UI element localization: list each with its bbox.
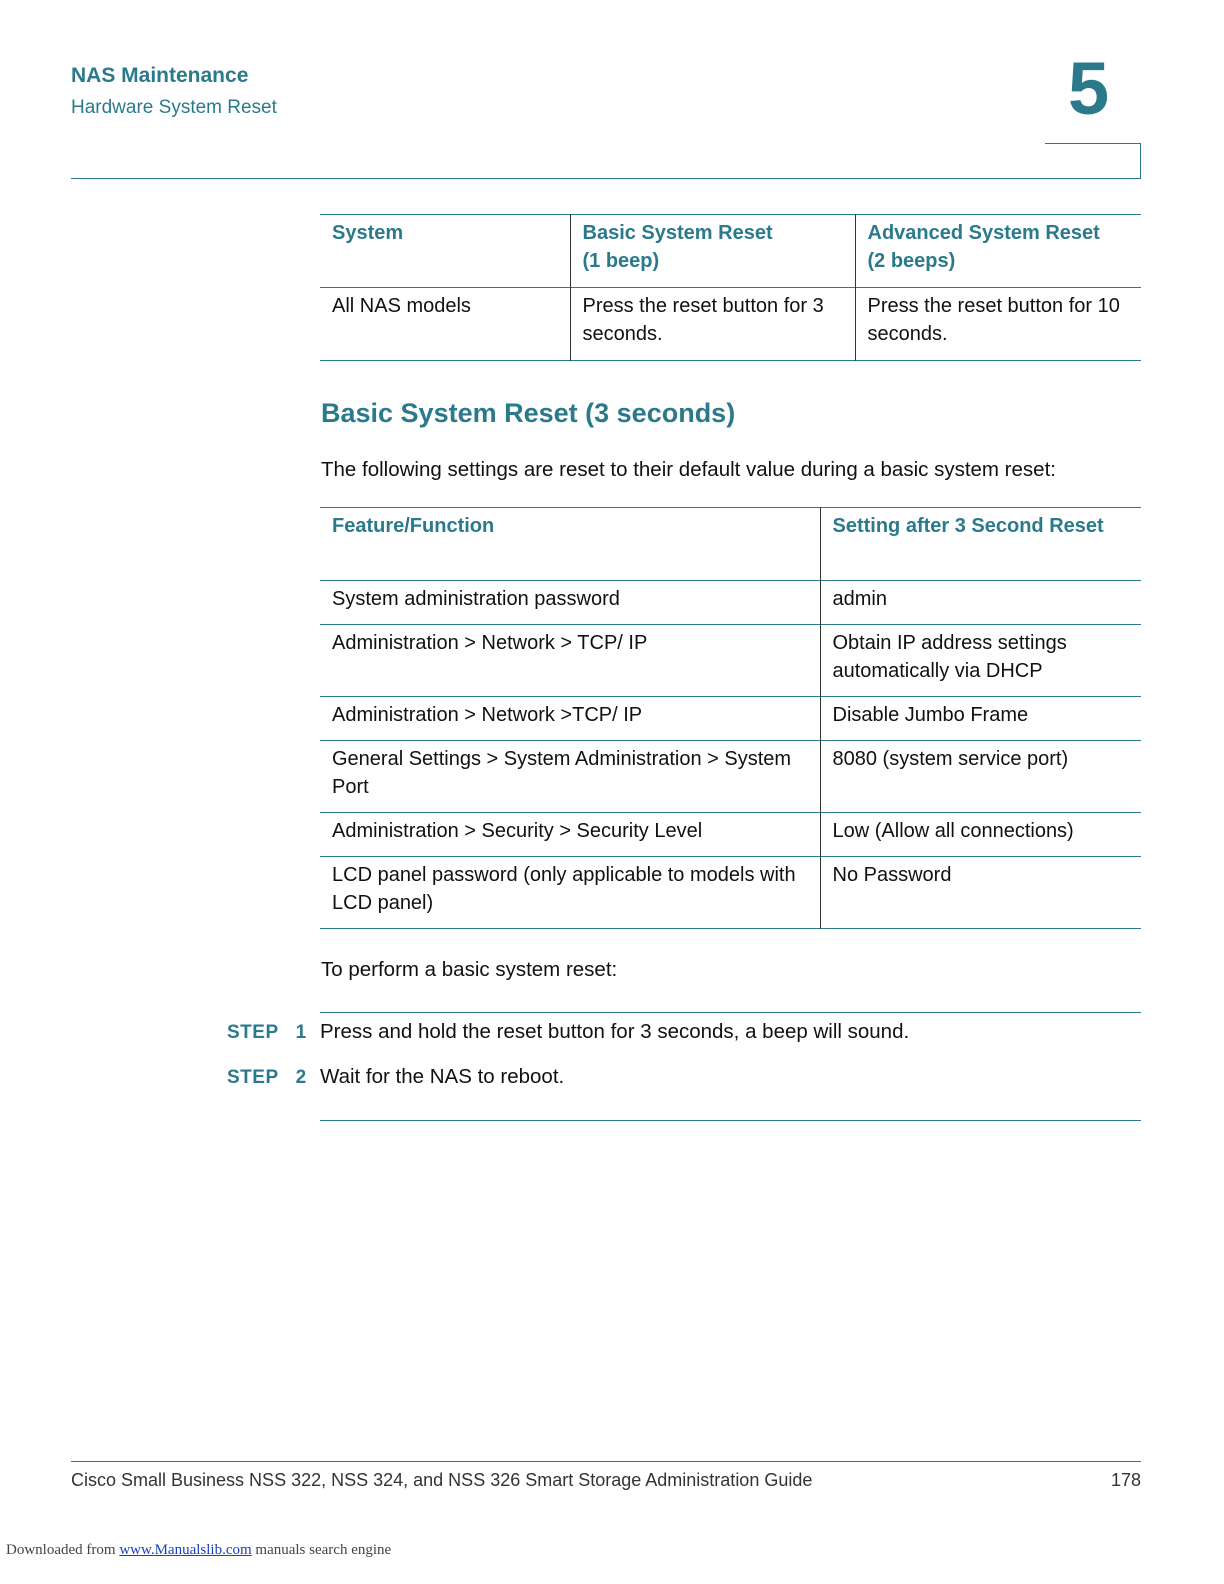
cell-advanced: Press the reset button for 10 seconds. (855, 288, 1141, 361)
section-heading: Basic System Reset (3 seconds) (321, 398, 736, 428)
cell-feature: LCD panel password (only applicable to models with LCD panel) (332, 864, 796, 914)
footer-rule (71, 1461, 1141, 1462)
cell-setting: admin (820, 581, 1141, 625)
table-row (320, 813, 1141, 857)
col-feature: Feature/Function (332, 515, 495, 537)
cell-setting: Low (Allow all connections) (820, 813, 1141, 857)
reset-table (320, 214, 1141, 361)
download-note (6, 1542, 391, 1559)
col-system: System (332, 222, 404, 244)
col-setting: Setting after 3 Second Reset (820, 508, 1141, 581)
settings-table (320, 507, 1141, 929)
manualslib-link[interactable]: www.Manualslib.com (119, 1542, 252, 1558)
col-advanced-reset (855, 215, 1141, 288)
cell-basic: Press the reset button for 3 seconds. (570, 288, 855, 361)
col-basic-reset (570, 215, 855, 288)
table-row (320, 288, 1141, 361)
cell-setting: Obtain IP address settings automatically via DHCP (820, 625, 1141, 697)
table-row (320, 697, 1141, 741)
table-row (320, 857, 1141, 929)
cell-setting: No Password (820, 857, 1141, 929)
table-row (320, 741, 1141, 813)
step-1-text: Press and hold the reset button for 3 seconds, a beep will sound. (320, 1020, 910, 1043)
table-row (320, 581, 1141, 625)
settings-table-header (320, 508, 1141, 581)
cell-feature: Administration > Network >TCP/ IP (332, 704, 643, 726)
reset-table-header (320, 215, 1141, 288)
cell-system: All NAS models (332, 295, 471, 317)
cell-feature: Administration > Network > TCP/ IP (332, 632, 648, 654)
section-intro: The following settings are reset to their default value during a basic system reset: (321, 458, 1056, 481)
cell-setting: Disable Jumbo Frame (820, 697, 1141, 741)
cell-setting: 8080 (system service port) (820, 741, 1141, 813)
header-rule (71, 178, 1141, 179)
chapter-number: 5 (1068, 47, 1110, 130)
chapter-title: NAS Maintenance (71, 64, 249, 87)
steps-top-rule (320, 1012, 1141, 1013)
col-basic-reset-label: Basic System Reset (1 beep) (582, 222, 773, 272)
step-2-text: Wait for the NAS to reboot. (320, 1065, 565, 1088)
chapter-tab-box (1045, 143, 1141, 178)
cell-feature: Administration > Security > Security Level (332, 820, 703, 842)
page-number: 178 (1110, 1470, 1141, 1490)
cell-feature: General Settings > System Administration > System Port (332, 748, 792, 798)
procedure-intro: To perform a basic system reset: (321, 958, 618, 981)
step-2-label: STEP 2 (227, 1067, 307, 1088)
download-prefix: Downloaded from (6, 1542, 116, 1558)
cell-feature: System administration password (332, 588, 620, 610)
download-suffix: manuals search engine (255, 1542, 392, 1558)
footer-title: Cisco Small Business NSS 322, NSS 324, and NSS 326 Smart Storage Administration Guide (71, 1470, 813, 1490)
step-1 (227, 1020, 909, 1044)
step-1-label: STEP 1 (227, 1022, 307, 1043)
table-row (320, 625, 1141, 697)
col-advanced-reset-label: Advanced System Reset (2 beeps) (867, 222, 1100, 272)
section-title: Hardware System Reset (71, 97, 277, 118)
steps-bottom-rule (320, 1120, 1141, 1121)
step-2 (227, 1065, 564, 1089)
